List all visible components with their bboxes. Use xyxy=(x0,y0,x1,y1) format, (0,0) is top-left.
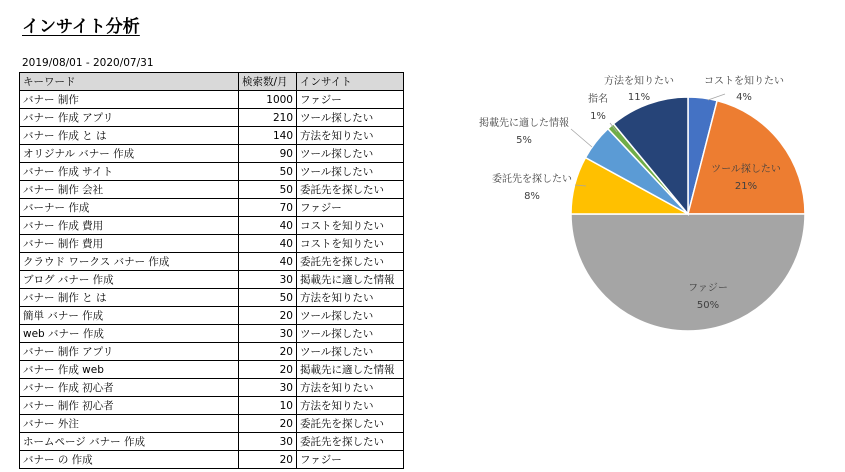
cell-keyword: ホームページ バナー 作成 xyxy=(20,433,239,451)
cell-search-volume: 140 xyxy=(239,127,297,145)
cell-insight: コストを知りたい xyxy=(297,235,404,253)
cell-insight: 掲載先に適した情報 xyxy=(297,271,404,289)
page-title: インサイト分析 xyxy=(22,17,140,37)
cell-insight: ツール探したい xyxy=(297,145,404,163)
leader-line xyxy=(571,129,592,147)
cell-search-volume: 20 xyxy=(239,307,297,325)
cell-keyword: バナー 制作 アプリ xyxy=(20,343,239,361)
table-row xyxy=(20,235,404,253)
cell-search-volume: 1000 xyxy=(239,91,297,109)
cell-keyword: バナー 制作 費用 xyxy=(20,235,239,253)
cell-search-volume: 70 xyxy=(239,199,297,217)
table-row xyxy=(20,361,404,379)
table-row xyxy=(20,109,404,127)
cell-keyword: バナー 制作 と は xyxy=(20,289,239,307)
leader-line xyxy=(708,94,725,100)
cell-keyword: バナー 制作 xyxy=(20,91,239,109)
cell-insight: 掲載先に適した情報 xyxy=(297,361,404,379)
cell-keyword: web バナー 作成 xyxy=(20,325,239,343)
slice-percent-label: 11% xyxy=(627,92,651,103)
cell-keyword: バナー 作成 費用 xyxy=(20,217,239,235)
header-search-volume: 検索数/月 xyxy=(239,73,297,91)
table-row xyxy=(20,415,404,433)
cell-search-volume: 50 xyxy=(239,289,297,307)
insight-pie-chart xyxy=(440,60,820,350)
table-row xyxy=(20,343,404,361)
cell-search-volume: 50 xyxy=(239,181,297,199)
table-row xyxy=(20,253,404,271)
slice-category-label: 掲載先に適した情報 xyxy=(479,118,569,129)
cell-keyword: バナー 外注 xyxy=(20,415,239,433)
header-keyword: キーワード xyxy=(20,73,239,91)
cell-keyword: バナー 制作 初心者 xyxy=(20,397,239,415)
slice-category-label: ツール探したい xyxy=(711,164,781,175)
cell-search-volume: 10 xyxy=(239,397,297,415)
slice-percent-label: 5% xyxy=(516,135,532,146)
cell-search-volume: 30 xyxy=(239,433,297,451)
slice-percent-label: 50% xyxy=(696,300,720,311)
cell-search-volume: 210 xyxy=(239,109,297,127)
date-range: 2019/08/01 - 2020/07/31 xyxy=(22,57,154,69)
table-row xyxy=(20,199,404,217)
table-row xyxy=(20,451,404,469)
cell-keyword: バナー 制作 会社 xyxy=(20,181,239,199)
cell-insight: 委託先を探したい xyxy=(297,415,404,433)
cell-insight: 委託先を探したい xyxy=(297,253,404,271)
cell-insight: ツール探したい xyxy=(297,163,404,181)
cell-insight: コストを知りたい xyxy=(297,217,404,235)
cell-search-volume: 20 xyxy=(239,361,297,379)
cell-insight: ファジー xyxy=(297,451,404,469)
slice-percent-label: 8% xyxy=(524,191,540,202)
cell-insight: ファジー xyxy=(297,199,404,217)
table-row xyxy=(20,217,404,235)
cell-insight: ツール探したい xyxy=(297,307,404,325)
slice-percent-label: 1% xyxy=(590,111,606,122)
cell-keyword: ブログ バナー 作成 xyxy=(20,271,239,289)
table-row xyxy=(20,307,404,325)
cell-insight: 方法を知りたい xyxy=(297,397,404,415)
cell-keyword: バナー 作成 と は xyxy=(20,127,239,145)
cell-keyword: バーナー 作成 xyxy=(20,199,239,217)
table-row xyxy=(20,181,404,199)
slice-percent-label: 21% xyxy=(734,181,758,192)
slice-category-label: コストを知りたい xyxy=(704,76,784,87)
table-row xyxy=(20,433,404,451)
cell-search-volume: 20 xyxy=(239,415,297,433)
table-row xyxy=(20,163,404,181)
table-row xyxy=(20,145,404,163)
table-header-row xyxy=(20,73,404,91)
keyword-table xyxy=(19,72,404,469)
slice-percent-label: 4% xyxy=(736,92,752,103)
cell-keyword: バナー の 作成 xyxy=(20,451,239,469)
header-insight: インサイト xyxy=(297,73,404,91)
cell-insight: 委託先を探したい xyxy=(297,433,404,451)
table-row xyxy=(20,325,404,343)
cell-search-volume: 30 xyxy=(239,379,297,397)
cell-search-volume: 30 xyxy=(239,271,297,289)
pie-slice xyxy=(571,214,805,331)
slice-category-label: ファジー xyxy=(688,283,728,294)
table-row xyxy=(20,379,404,397)
cell-search-volume: 40 xyxy=(239,253,297,271)
cell-insight: 委託先を探したい xyxy=(297,181,404,199)
cell-search-volume: 20 xyxy=(239,451,297,469)
cell-insight: ツール探したい xyxy=(297,343,404,361)
slice-category-label: 方法を知りたい xyxy=(604,76,674,87)
table-row xyxy=(20,397,404,415)
cell-keyword: バナー 作成 アプリ xyxy=(20,109,239,127)
cell-insight: ツール探したい xyxy=(297,109,404,127)
cell-search-volume: 20 xyxy=(239,343,297,361)
cell-keyword: 簡単 バナー 作成 xyxy=(20,307,239,325)
cell-insight: 方法を知りたい xyxy=(297,127,404,145)
cell-search-volume: 30 xyxy=(239,325,297,343)
slice-category-label: 指名 xyxy=(588,94,608,105)
cell-insight: 方法を知りたい xyxy=(297,289,404,307)
cell-insight: ツール探したい xyxy=(297,325,404,343)
cell-search-volume: 40 xyxy=(239,217,297,235)
cell-search-volume: 40 xyxy=(239,235,297,253)
cell-keyword: バナー 作成 web xyxy=(20,361,239,379)
cell-search-volume: 50 xyxy=(239,163,297,181)
cell-keyword: バナー 作成 初心者 xyxy=(20,379,239,397)
table-row xyxy=(20,289,404,307)
cell-search-volume: 90 xyxy=(239,145,297,163)
cell-keyword: クラウド ワークス バナー 作成 xyxy=(20,253,239,271)
slice-category-label: 委託先を探したい xyxy=(492,174,572,185)
table-row xyxy=(20,271,404,289)
table-row xyxy=(20,127,404,145)
cell-insight: 方法を知りたい xyxy=(297,379,404,397)
table-row xyxy=(20,91,404,109)
cell-insight: ファジー xyxy=(297,91,404,109)
cell-keyword: オリジナル バナー 作成 xyxy=(20,145,239,163)
cell-keyword: バナー 作成 サイト xyxy=(20,163,239,181)
